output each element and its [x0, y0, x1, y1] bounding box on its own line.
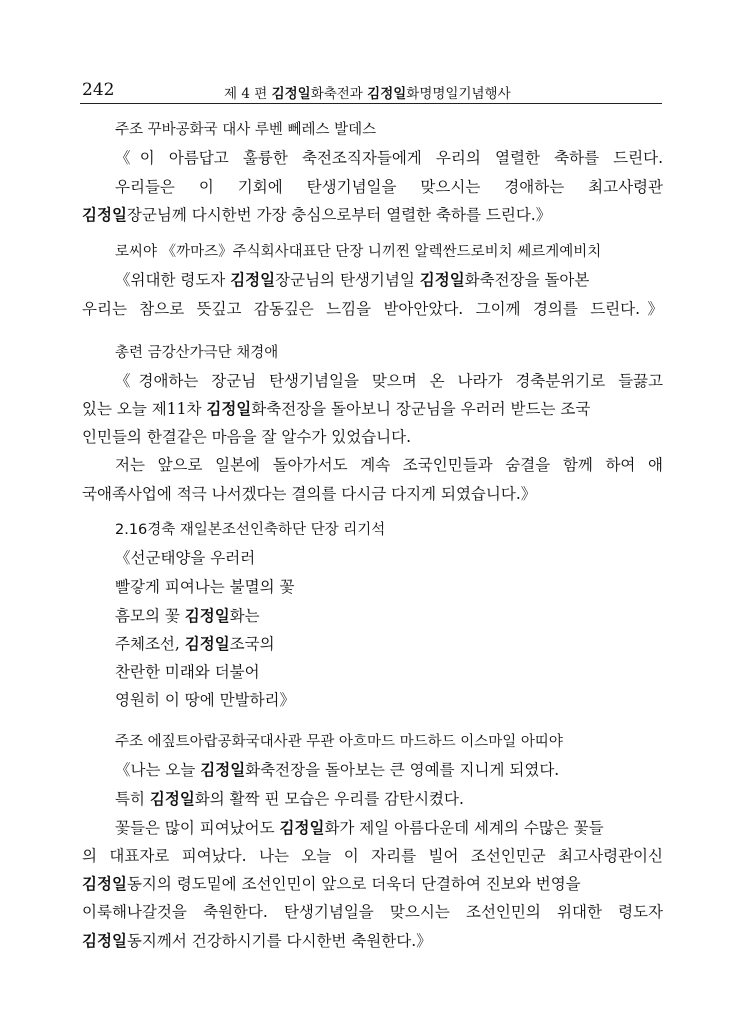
- text-line: 김정일동지께서 건강하시기를 다시한번 축원한다.》: [82, 932, 432, 950]
- poem-line: 주체조선, 김정일조국의: [115, 635, 275, 653]
- leader-name: 김정일: [149, 790, 195, 808]
- speaker-line: 로씨야 《까마즈》주식회사대표단 단장 니끼찐 알렉싼드로비치 쎄르게예비치: [115, 244, 602, 260]
- text-line: 우리는 참으로 뜻깊고 감동깊은 느낌을 받아안았다. 그이께 경의를 드린다.》: [82, 300, 663, 318]
- leader-name: 김정일: [82, 875, 127, 893]
- running-title: 제 4 편 김정일화축전과 김정일화명명일기념행사: [224, 86, 511, 102]
- text-line: 저는 앞으로 일본에 돌아가서도 계속 조국인민들과 숨결을 함께 하여 애: [115, 456, 663, 474]
- poem-line: 영원히 이 땅에 만발하리》: [115, 691, 296, 709]
- speaker-line: 총련 금강산가극단 채경애: [115, 345, 279, 361]
- text-line: 인민들의 한결같은 마음을 잘 알수가 있었습니다.: [82, 428, 412, 446]
- text-line: 《나는 오늘 김정일화축전장을 돌아보는 큰 영예를 지니게 되였다.: [115, 761, 560, 779]
- leader-name: 김정일: [367, 86, 407, 102]
- text-line: 국애족사업에 적극 나서겠다는 결의를 다시금 다지게 되였습니다.》: [82, 485, 537, 503]
- header-divider: [80, 103, 662, 104]
- text-line: 김정일장군님께 다시한번 가장 충심으로부터 열렬한 축하를 드린다.》: [82, 206, 552, 224]
- speaker-line: 2.16경축 재일본조선인축하단 단장 리기석: [115, 522, 386, 538]
- leader-name: 김정일: [206, 400, 252, 418]
- leader-name: 김정일: [82, 206, 127, 224]
- text-line: 김정일동지의 령도밑에 조선인민이 앞으로 더욱더 단결하여 진보와 번영을: [82, 875, 581, 893]
- poem-line: 찬란한 미래와 더불어: [115, 663, 260, 681]
- speaker-line: 주조 에짚트아랍공화국대사관 무관 아흐마드 마드하드 이스마일 아띠야: [115, 734, 563, 750]
- leader-name: 김정일: [200, 761, 246, 779]
- text-line: 《위대한 령도자 김정일장군님의 탄생기념일 김정일화축전장을 돌아본: [115, 271, 590, 289]
- leader-name: 김정일: [184, 607, 230, 625]
- text-line: 우리들은 이 기회에 탄생기념일을 맞으시는 경애하는 최고사령관: [115, 178, 663, 196]
- poem-line: 흠모의 꽃 김정일화는: [115, 607, 260, 625]
- leader-name: 김정일: [271, 86, 311, 102]
- part-label: 제 4 편: [224, 86, 268, 102]
- poem-line: 빨갛게 피여나는 불멸의 꽃: [115, 578, 295, 596]
- text-line: 이룩해나갈것을 축원한다. 탄생기념일을 맞으시는 조선인민의 위대한 령도자: [82, 903, 663, 921]
- text-line: 꽃들은 많이 피여났어도 김정일화가 제일 아름다운데 세계의 수많은 꽃들: [115, 819, 604, 837]
- text-line: 있는 오늘 제11차 김정일화축전장을 돌아보니 장군님을 우러러 받드는 조국: [82, 400, 591, 418]
- leader-name: 김정일: [82, 932, 127, 950]
- page-number: 242: [82, 80, 115, 100]
- text-line: 의 대표자로 피여났다. 나는 오늘 이 자리를 빌어 조선인민군 최고사령관이신: [82, 847, 663, 865]
- leader-name: 김정일: [184, 635, 230, 653]
- text-line: 특히 김정일화의 활짝 핀 모습은 우리를 감탄시켰다.: [115, 790, 464, 808]
- poem-line: 《선군태양을 우러러: [115, 549, 256, 567]
- text-line: 《경애하는 장군님 탄생기념일을 맞으며 온 나라가 경축분위기로 들끓고: [115, 372, 663, 390]
- leader-name: 김정일: [419, 271, 465, 289]
- leader-name: 김정일: [230, 271, 276, 289]
- text-line: 《이 아름답고 훌륭한 축전조직자들에게 우리의 열렬한 축하를 드린다.: [115, 149, 663, 167]
- speaker-line: 주조 꾸바공화국 대사 루벤 뻬레스 발데스: [115, 122, 377, 138]
- page-header: [82, 78, 662, 104]
- leader-name: 김정일: [279, 819, 325, 837]
